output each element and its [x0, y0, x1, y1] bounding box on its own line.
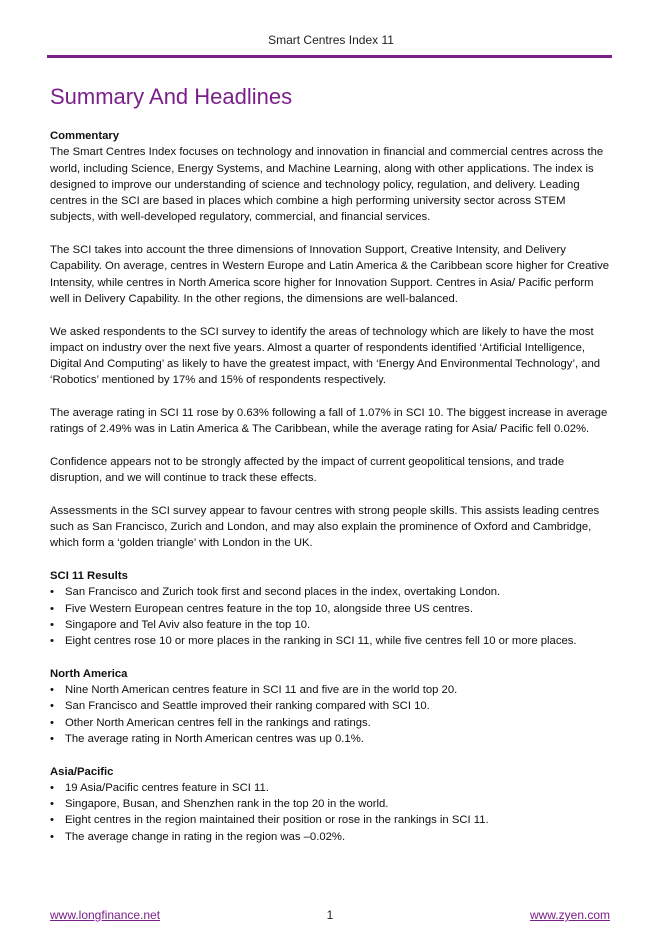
list-item: • The average change in rating in the region was –0.02%. [50, 829, 612, 845]
list-item: • Other North American centres fell in the rankings and ratings. [50, 715, 612, 731]
sci11-results-heading: SCI 11 Results [50, 570, 128, 583]
page-number: 1 [326, 908, 334, 922]
header-divider [47, 55, 612, 58]
list-item: • San Francisco and Seattle improved their ranking compared with SCI 10. [50, 698, 612, 714]
commentary-heading: Commentary [50, 130, 120, 142]
zyen-link[interactable]: www.zyen.com [529, 908, 610, 922]
list-item: • Eight centres rose 10 or more places in the ranking in SCI 11, while five centres fell 10 or more places. [50, 633, 612, 649]
list-item: • Five Western European centres feature in the top 10, alongside three US centres. [50, 601, 612, 617]
north-america-heading: North America [50, 667, 128, 680]
page-title: Summary And Headlines [50, 84, 293, 109]
asia-pacific-heading: Asia/Pacific [50, 765, 114, 778]
north-america-list [50, 682, 612, 747]
list-item: • San Francisco and Zurich took first and second places in the index, overtaking London. [50, 584, 612, 600]
list-item: • 19 Asia/Pacific centres feature in SCI 11. [50, 780, 612, 796]
list-item: • Eight centres in the region maintained their position or rose in the rankings in SCI 11. [50, 812, 612, 828]
commentary-paragraph: The average rating in SCI 11 rose by 0.63% following a fall of 1.07% in SCI 10. The biggest increase in average ratings of 2.49% was in Latin America & The Caribbean, while the average rating for Asia/ Pacific fell 0.02%. [50, 407, 608, 436]
commentary-paragraph: The SCI takes into account the three dimensions of Innovation Support, Creative Intensity, and Delivery Capability. On average, centres in Western Europe and Latin America & the Caribbean score higher for Creative Intensity, while centres in North America score higher for Innovation Support. Centres in Asia/ Pacific perform well in Delivery Capability. In the other regions, the dimensions are well-balanced. [50, 244, 610, 305]
commentary-paragraph: Assessments in the SCI survey appear to favour centres with strong people skills. This assists leading centres such as San Francisco, Zurich and London, and may also explain the prominence of Oxford and Cambridge, which form a ‘golden triangle’ with London in the UK. [50, 504, 600, 550]
list-item: • Singapore, Busan, and Shenzhen rank in the top 20 in the world. [50, 796, 612, 812]
document-body [50, 128, 612, 861]
list-item: • The average rating in North American centres was up 0.1%. [50, 731, 612, 747]
commentary-paragraph: Confidence appears not to be strongly affected by the impact of current geopolitical tensions, and trade disruption, and we will continue to track these effects. [50, 455, 565, 485]
sci11-results-list [50, 584, 612, 649]
commentary-paragraph: We asked respondents to the SCI survey to identify the areas of technology which are likely to have the most impact on industry over the next five years. Almost a quarter of respondents identified ‘Artificial Intelligence, Digital And Computing’ as likely to have the greatest impact, with ‘Energy And Environmental Technology’, and ‘Robotics’ mentioned by 17% and 15% of respondents respectively. [50, 325, 601, 387]
longfinance-link[interactable]: www.longfinance.net [50, 908, 161, 922]
asia-pacific-list [50, 780, 612, 845]
commentary-paragraph: The Smart Centres Index focuses on technology and innovation in financial and commercial centres across the world, including Science, Energy Systems, and Machine Learning, along with other applications. The index is designed to improve our understanding of science and technology policy, regulation, and delivery. Leading centres in the SCI are based in places which combine a high performing university sector across STEM subjects, with well-developed regulatory, commercial, and financial services. [50, 146, 604, 224]
page-header: Smart Centres Index 11 [268, 33, 394, 47]
list-item: • Nine North American centres feature in SCI 11 and five are in the world top 20. [50, 682, 612, 698]
list-item: • Singapore and Tel Aviv also feature in the top 10. [50, 617, 612, 633]
